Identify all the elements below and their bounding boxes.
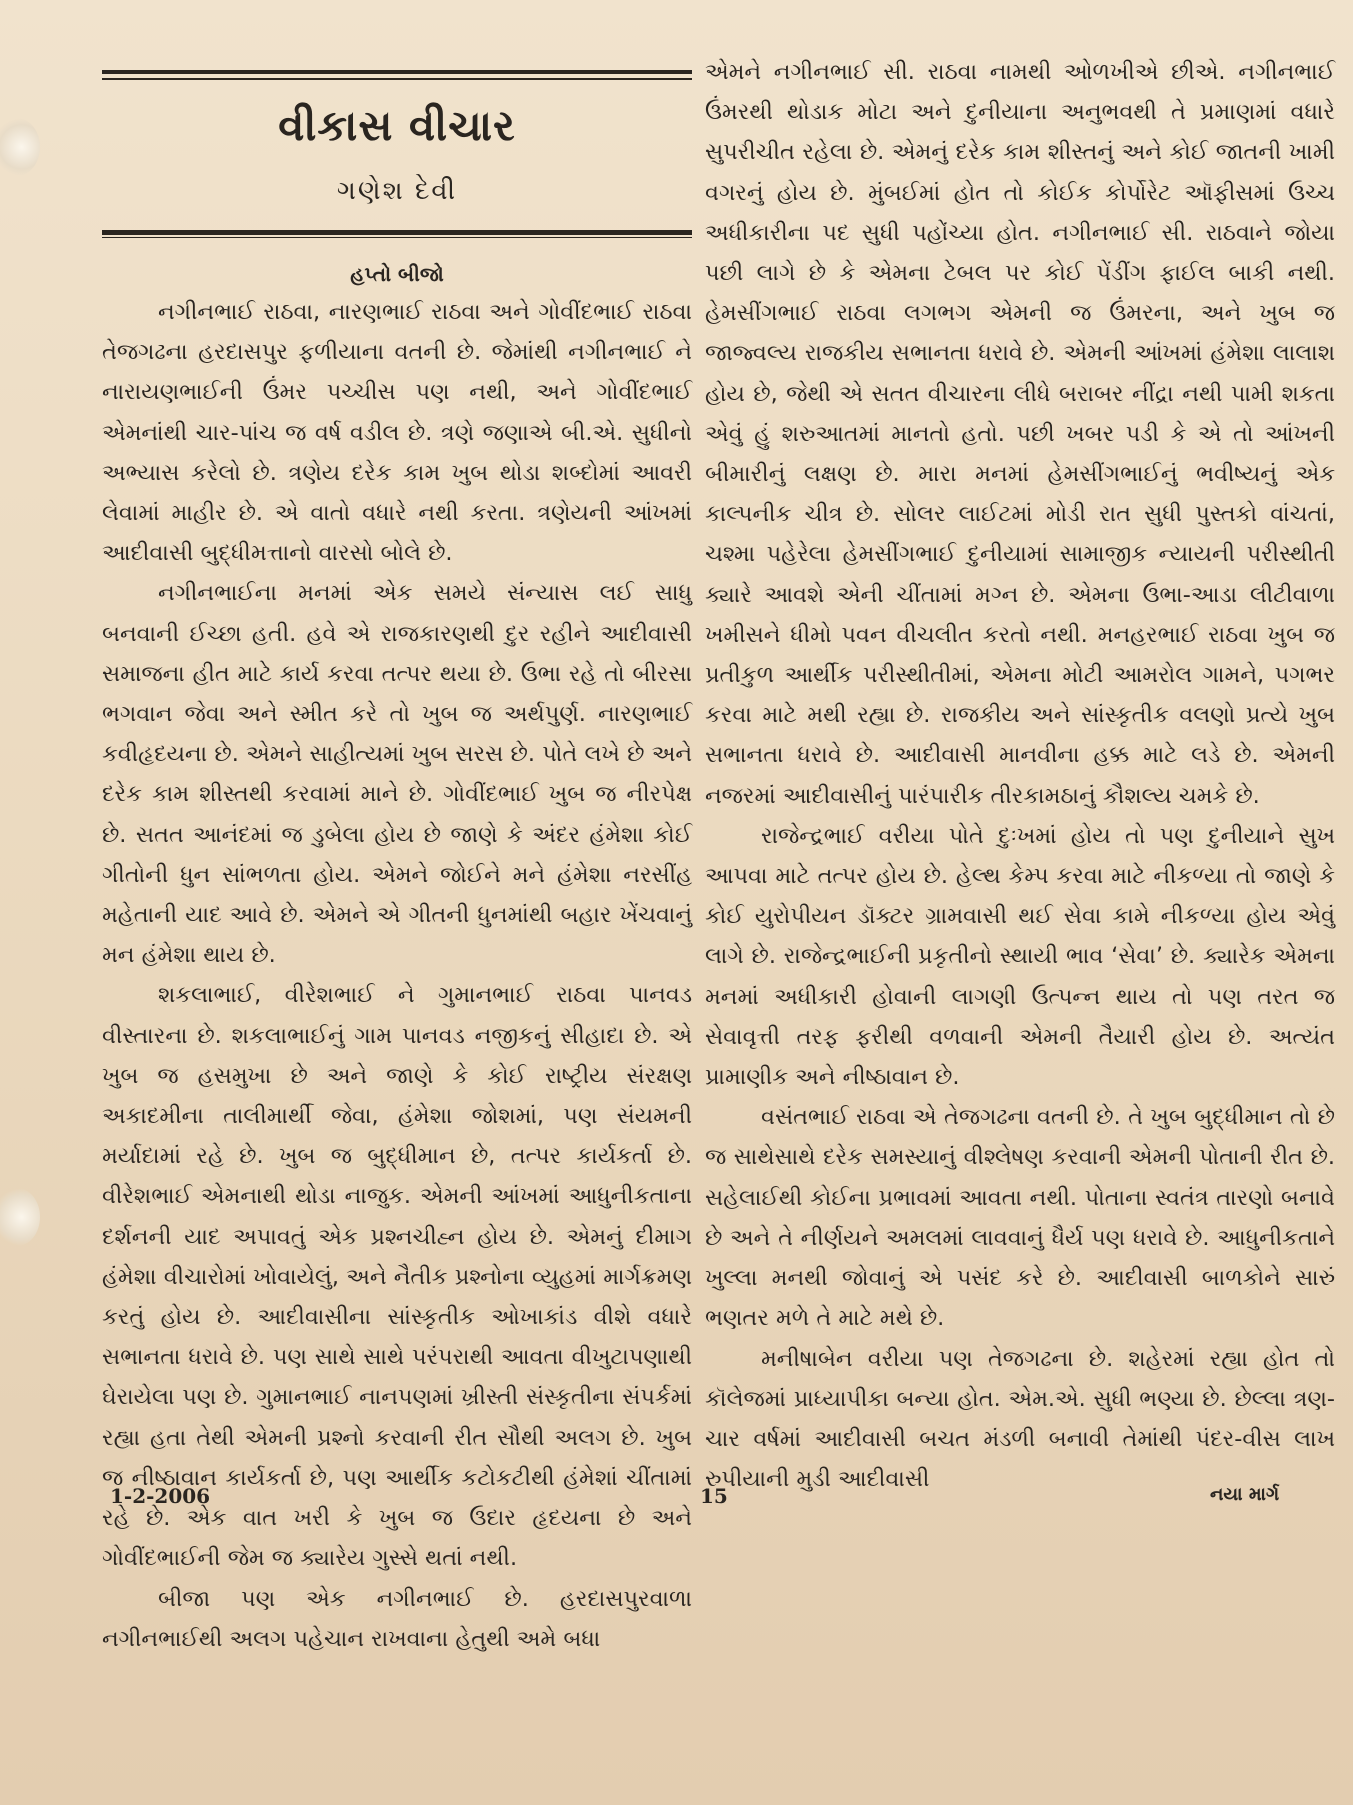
divider-rule-thin [102,237,692,239]
punch-hole [0,1188,40,1246]
paragraph: બીજા પણ એક નગીનભાઈ છે. હરદાસપુરવાળા નગીનભાઈથી અલગ પહેચાન રાખવાના હેતુથી અમે બધા [102,1585,692,1652]
paragraph: મનીષાબેન વરીયા પણ તેજગઢના છે. શહેરમાં રહ્યા હોત તો કૉલેજમાં પ્રાધ્યાપીકા બન્યા હોત. એમ.એ. સુધી ભણ્યા છે. છેલ્લા ત્રણ-ચાર વર્ષમાં આદીવાસી બચત મંડળી બનાવી તેમાંથી પંદર-વીસ લાખ રુપીયાની મુડી આદીવાસી [705,1345,1335,1493]
paragraph: શકલાભાઈ, વીરેશભાઈ ને ગુમાનભાઈ રાઠવા પાનવડ વીસ્તારના છે. શકલાભાઈનું ગામ પાનવડ નજીકનું સીહાદા છે. એ ખુબ જ હસમુખા છે અને જાણે કે કોઈ રાષ્ટ્રીય સંરક્ષણ અકાદમીના તાલીમાર્થી જેવા, હંમેશા જોશમાં, પણ સંયમની મર્યાદામાં રહે છે. ખુબ જ બુદ્ધીમાન છે, તત્પર કાર્યકર્તા છે. વીરેશભાઈ એમનાથી થોડા નાજુક. એમની આંખમાં આધુનીકતાના દર્શનની યાદ અપાવતું એક પ્રશ્નચીહ્ન હોય છે. એમનું દીમાગ હંમેશા વીચારોમાં ખોવાયેલું, અને નૈતીક પ્રશ્નોના વ્યુહમાં માર્ગક્રમણ કરતું હોય છે. આદીવાસીના સાંસ્કૃતીક ઓખાકાંડ વીશે વધારે સભાનતા ધરાવે છે. પણ સાથે સાથે પરંપરાથી આવતા વીખુટાપણાથી ઘેરાયેલા પણ છે. ગુમાનભાઈ નાનપણમાં ખ્રીસ્તી સંસ્કૃતીના સંપર્કમાં રહ્યા હતા તેથી એમની પ્રશ્નો કરવાની રીત સૌથી અલગ છે. ખુબ જ નીષ્ઠાવાન કાર્યકર્તા છે, પણ આર્થીક કટોકટીથી હંમેશાં ચીંતામાં રહે છે. એક વાત ખરી કે ખુબ જ ઉદાર હૃદયના છે અને ગોવીંદભાઈની જેમ જ ક્યારેય ગુસ્સે થતાં નથી. [102,982,692,1572]
paragraph: નગીનભાઈ રાઠવા, નારણભાઈ રાઠવા અને ગોવીંદભાઈ રાઠવા તેજગઢના હરદાસપુર ફળીયાના વતની છે. જેમાંથી નગીનભાઈ ને નારાયણભાઈની ઉંમર પચ્ચીસ પણ નથી, અને ગોવીંદભાઈ એમનાંથી ચાર-પાંચ જ વર્ષ વડીલ છે. ત્રણે જણાએ બી.એ. સુધીનો અભ્યાસ કરેલો છે. ત્રણેય દરેક કામ ખુબ થોડા શબ્દોમાં આવરી લેવામાં માહીર છે. એ વાતો વધારે નથી કરતા. ત્રણેયની આંખમાં આદીવાસી બુદ્ધીમત્તાનો વારસો બોલે છે. [102,299,692,567]
paragraph: નગીનભાઈના મનમાં એક સમયે સંન્યાસ લઈ સાધુ બનવાની ઈચ્છા હતી. હવે એ રાજકારણથી દુર રહીને આદીવાસી સમાજના હીત માટે કાર્ય કરવા તત્પર થયા છે. ઉભા રહે તો બીરસા ભગવાન જેવા અને સ્મીત કરે તો ખુબ જ અર્થપુર્ણ. નારણભાઈ કવીહૃદયના છે. એમને સાહીત્યમાં ખુબ સરસ છે. પોતે લખે છે અને દરેક કામ શીસ્તથી કરવામાં માને છે. ગોવીંદભાઈ ખુબ જ નીરપેક્ષ છે. સતત આનંદમાં જ ડુબેલા હોય છે જાણે કે અંદર હંમેશા કોઈ ગીતોની ધુન સાંભળતા હોય. એમને જોઈને મને હંમેશા નરસીંહ મહેતાની યાદ આવે છે. એમને એ ગીતની ધુનમાંથી બહાર ખેંચવાનું મન હંમેશા થાય છે. [102,580,692,969]
divider-rule [102,230,692,235]
footer-date: 1-2-2006 [110,1484,211,1508]
paragraph: એમને નગીનભાઈ સી. રાઠવા નામથી ઓળખીએ છીએ. નગીનભાઈ ઉંમરથી થોડાક મોટા અને દુનીયાના અનુભવથી તે પ્રમાણમાં વધારે સુપરીચીત રહેલા છે. એમનું દરેક કામ શીસ્તનું અને કોઈ જાતની ખામી વગરનું હોય છે. મુંબઈમાં હોત તો કોઈક કોર્પોરેટ ઑફીસમાં ઉચ્ચ અધીકારીના પદ સુધી પહોંચ્યા હોત. નગીનભાઈ સી. રાઠવાને જોયા પછી લાગે છે કે એમના ટેબલ પર કોઈ પેંડીંગ ફાઈલ બાકી નથી. હેમસીંગભાઈ રાઠવા લગભગ એમની જ ઉંમરના, અને ખુબ જ જાજ્વલ્ય રાજકીય સભાનતા ધરાવે છે. એમની આંખમાં હંમેશા લાલાશ હોય છે, જેથી એ સતત વીચારના લીધે બરાબર નીંદ્રા નથી પામી શકતા એવું હું શરુઆતમાં માનતો હતો. પછી ખબર પડી કે એ તો આંખની બીમારીનું લક્ષણ છે. મારા મનમાં હેમસીંગભાઈનું ભવીષ્યનું એક કાલ્પનીક ચીત્ર છે. સોલર લાઈટમાં મોડી રાત સુધી પુસ્તકો વાંચતાં, ચશ્મા પહેરેલા હેમસીંગભાઈ દુનીયામાં સામાજીક ન્યાયની પરીસ્થીતી ક્યારે આવશે એની ચીંતામાં મગ્ન છે. એમના ઉભા-આડા લીટીવાળા ખમીસને ધીમો પવન વીચલીત કરતો નથી. મનહરભાઈ રાઠવા ખુબ જ પ્રતીકુળ આર્થીક પરીસ્થીતીમાં, એમના મોટી આમરોલ ગામને, પગભર કરવા માટે મથી રહ્યા છે. રાજકીય અને સાંસ્કૃતીક વલણો પ્રત્યે ખુબ સભાનતા ધરાવે છે. આદીવાસી માનવીના હક્ક માટે લડે છે. એમની નજરમાં આદીવાસીનું પારંપારીક તીરકામઠાનું કૌશલ્ય ચમકે છે. [705,59,1335,809]
installment-label: હપ્તો બીજો [350,262,444,286]
top-rule-thin [102,78,692,80]
page-number: 15 [700,1484,728,1508]
right-column [705,52,1335,1499]
article-author: ગણેશ દેવી [336,175,458,206]
paragraph: રાજેન્દ્રભાઈ વરીયા પોતે દુઃખમાં હોય તો પણ દુનીયાને સુખ આપવા માટે તત્પર હોય છે. હેલ્થ કેમ્પ કરવા માટે નીકળ્યા તો જાણે કે કોઈ યુરોપીયન ડૉક્ટર ગ્રામવાસી થઈ સેવા કામે નીકળ્યા હોય એવું લાગે છે. રાજેન્દ્રભાઈની પ્રકૃતીનો સ્થાયી ભાવ ‘સેવા’ છે. ક્યારેક એમના મનમાં અધીકારી હોવાની લાગણી ઉત્પન્ન થાય તો પણ તરત જ સેવાવૃત્તી તરફ ફરીથી વળવાની એમની તૈયારી હોય છે. અત્યંત પ્રામાણીક અને નીષ્ઠાવાન છે. [705,822,1335,1091]
magazine-name: નયા માર્ગ [1210,1484,1280,1505]
punch-hole [0,118,40,176]
article-title: વીકાસ વીચાર [278,100,516,150]
left-column [102,52,692,1659]
top-rule [102,70,692,74]
paragraph: વસંતભાઈ રાઠવા એ તેજગઢના વતની છે. તે ખુબ બુદ્ધીમાન તો છે જ સાથેસાથે દરેક સમસ્યાનું વીશ્લેષણ કરવાની એમની પોતાની રીત છે. સહેલાઈથી કોઈના પ્રભાવમાં આવતા નથી. પોતાના સ્વતંત્ર તારણો બનાવે છે અને તે નીર્ણયને અમલમાં લાવવાનું ધૈર્ય પણ ધરાવે છે. આધુનીકતાને ખુલ્લા મનથી જોવાનું એ પસંદ કરે છે. આદીવાસી બાળકોને સારું ભણતર મળે તે માટે મથે છે. [705,1104,1335,1332]
